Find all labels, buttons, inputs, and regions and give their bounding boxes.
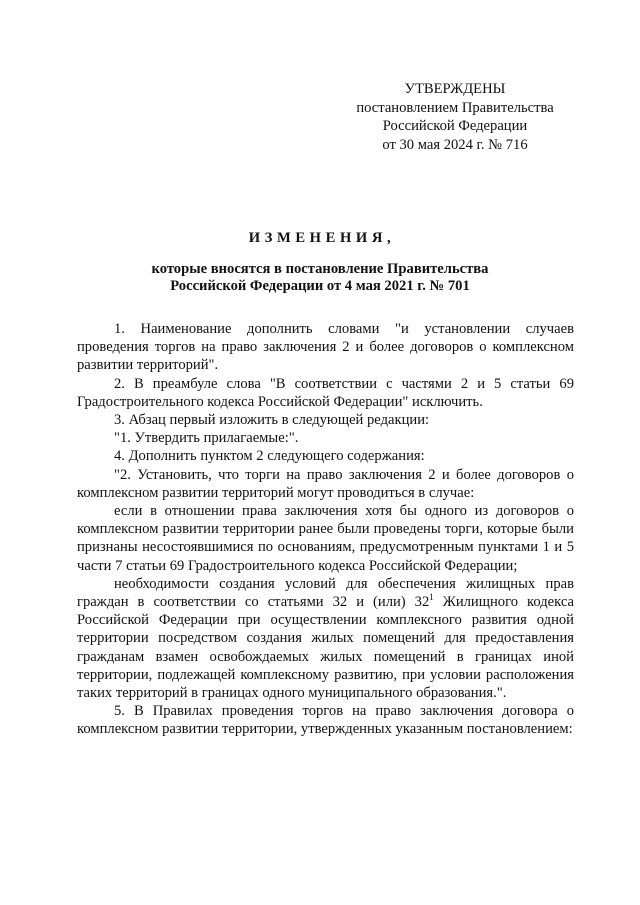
paragraph-2: 2. В преамбуле слова "В соответствии с частями 2 и 5 статьи 69 Градостроительного кодекса Российской Федерации" исключить. — [77, 375, 574, 410]
title-sub-2: Российской Федерации от 4 мая 2021 г. № 701 — [170, 278, 470, 294]
superscript-article: 1 — [429, 592, 434, 603]
paragraph-3: 3. Абзац первый изложить в следующей редакции: — [114, 412, 430, 429]
approval-line-3: от 30 мая 2024 г. № 716 — [382, 136, 528, 153]
approval-line-1: постановлением Правительства — [356, 100, 554, 117]
paragraph-1: 1. Наименование дополнить словами "и установлении случаев проведения торгов на право заключения 2 и более договоров о комплексном развитии территорий". — [77, 321, 574, 374]
paragraph-8-end: Жилищного кодекса Российской Федерации при осуществлении комплексного развития одной территории посредством создания жилых помещений для предоставления гражданам взамен освобождаемых жилых помещений в границах иной территории, подлежащей комплексному развитию, при условии расположения таких территорий в границах одного муниципального образования.". — [77, 594, 574, 702]
title-sub-1: которые вносятся в постановление Правительства — [151, 261, 489, 277]
document-title — [60, 229, 580, 295]
approval-heading: УТВЕРЖДЕНЫ — [404, 81, 506, 97]
approval-line-2: Российской Федерации — [382, 118, 528, 135]
document-body — [77, 320, 574, 739]
paragraph-6: "2. Установить, что торги на право заключения 2 и более договоров о комплексном развитии территорий могут проводиться в случае: — [77, 466, 574, 501]
paragraph-8-start: необходимости создания условий для обеспечения жилищных прав граждан в соответствии со статьями 32 и (или) 32 — [77, 575, 574, 611]
paragraph-8 — [77, 575, 574, 702]
title-main: ИЗМЕНЕНИЯ, — [248, 230, 396, 246]
paragraph-9: 5. В Правилах проведения торгов на право заключения договора о комплексном развитии территории, утвержденных указанным постановлением: — [77, 703, 574, 738]
paragraph-7: если в отношении права заключения хотя бы одного из договоров о комплексном развитии территории ранее были проведены торги, которые были признаны несостоявшимися по основаниям, предусмотренным пунктами 1 и 5 части 7 статьи 69 Градостроительного кодекса Российской Федерации; — [77, 503, 574, 574]
paragraph-4: "1. Утвердить прилагаемые:". — [114, 430, 299, 447]
paragraph-5: 4. Дополнить пунктом 2 следующего содержания: — [114, 448, 425, 465]
approval-stamp — [330, 80, 580, 154]
